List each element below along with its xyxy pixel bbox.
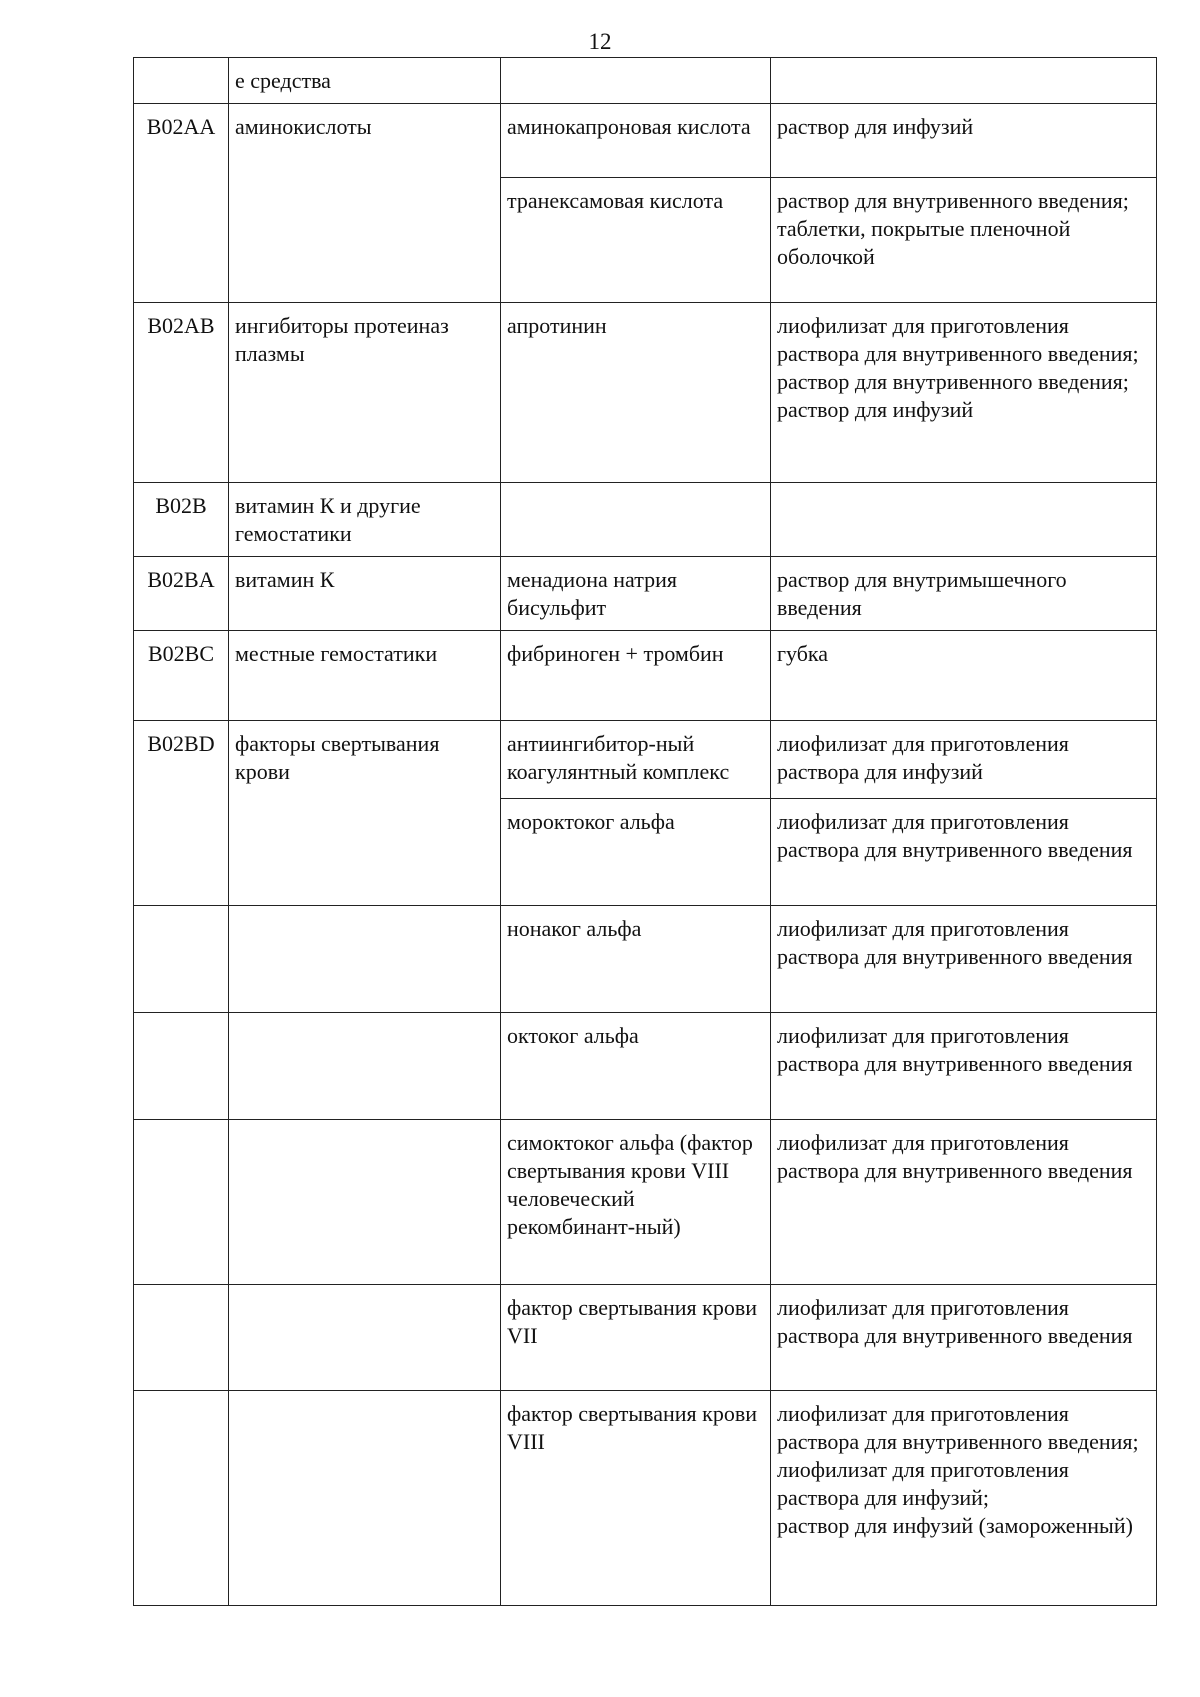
table-row (134, 303, 1157, 483)
dosage-form: раствор для внутривенного введения; (777, 369, 1129, 394)
group-cell: факторы свертывания крови (229, 721, 501, 906)
dosage-form: лиофилизат для приготовления раствора для инфузий (777, 731, 1069, 784)
group-cell: витамин К (229, 557, 501, 631)
dosage-form: лиофилизат для приготовления раствора для внутривенного введения; (777, 1401, 1139, 1454)
group-cell: ингибиторы протеиназ плазмы (229, 303, 501, 483)
table-row (134, 557, 1157, 631)
dosage-form-cell (771, 557, 1157, 631)
atc-code-cell: B02B (134, 483, 229, 557)
dosage-form-cell (771, 483, 1157, 557)
drug-table (133, 57, 1157, 1606)
dosage-form: губка (777, 641, 829, 666)
atc-code-cell (134, 1013, 229, 1120)
table-row (134, 1391, 1157, 1606)
page-number: 12 (588, 29, 612, 54)
atc-code-cell (134, 906, 229, 1013)
drug-cell (501, 58, 771, 104)
table-row (134, 906, 1157, 1013)
drug-cell: нонаког альфа (501, 906, 771, 1013)
dosage-form: раствор для инфузий (замороженный) (777, 1513, 1133, 1538)
dosage-form: раствор для внутривенного введения; (777, 188, 1129, 213)
drug-cell: симоктоког альфа (фактор свертывания крови VIII человеческий рекомбинант-ный) (501, 1120, 771, 1285)
dosage-form-cell (771, 1120, 1157, 1285)
dosage-form: таблетки, покрытые пленочной оболочкой (777, 216, 1071, 269)
drug-cell: менадиона натрия бисульфит (501, 557, 771, 631)
group-cell (229, 906, 501, 1013)
drug-cell: октоког альфа (501, 1013, 771, 1120)
table-row (134, 483, 1157, 557)
dosage-form-cell (771, 721, 1157, 799)
atc-code-cell (134, 1285, 229, 1391)
atc-code-cell: B02BD (134, 721, 229, 906)
drug-cell: фактор свертывания крови VII (501, 1285, 771, 1391)
drug-cell: фибриноген + тромбин (501, 631, 771, 721)
dosage-form: лиофилизат для приготовления раствора для внутривенного введения (777, 809, 1133, 862)
group-cell: местные гемостатики (229, 631, 501, 721)
dosage-form: раствор для внутримышечного введения (777, 567, 1067, 620)
drug-cell: транексамовая кислота (501, 178, 771, 303)
table-row (134, 104, 1157, 178)
group-cell (229, 1285, 501, 1391)
group-cell: е средства (229, 58, 501, 104)
dosage-form: раствор для инфузий (777, 397, 974, 422)
group-cell (229, 1391, 501, 1606)
dosage-form: лиофилизат для приготовления раствора для внутривенного введения; (777, 313, 1139, 366)
atc-code-cell (134, 1391, 229, 1606)
drug-cell: фактор свертывания крови VIII (501, 1391, 771, 1606)
atc-code-cell: B02AB (134, 303, 229, 483)
drug-cell: аминокапроновая кислота (501, 104, 771, 178)
group-cell: аминокислоты (229, 104, 501, 303)
table-row (134, 1285, 1157, 1391)
drug-cell: мороктоког альфа (501, 799, 771, 906)
atc-code-cell: B02AA (134, 104, 229, 303)
dosage-form-cell (771, 906, 1157, 1013)
dosage-form: лиофилизат для приготовления раствора для инфузий; (777, 1457, 1069, 1510)
dosage-form-cell (771, 178, 1157, 303)
dosage-form-cell (771, 1013, 1157, 1120)
dosage-form-cell (771, 799, 1157, 906)
table-row (134, 1013, 1157, 1120)
table-row (134, 721, 1157, 799)
dosage-form: лиофилизат для приготовления раствора для внутривенного введения (777, 1295, 1133, 1348)
table-row (134, 58, 1157, 104)
dosage-form-cell (771, 58, 1157, 104)
drug-cell: антиингибитор-ный коагулянтный комплекс (501, 721, 771, 799)
group-cell: витамин К и другие гемостатики (229, 483, 501, 557)
atc-code-cell (134, 1120, 229, 1285)
table-row (134, 631, 1157, 721)
dosage-form-cell (771, 631, 1157, 721)
atc-code-cell (134, 58, 229, 104)
dosage-form-cell (771, 1391, 1157, 1606)
dosage-form: раствор для инфузий (777, 114, 974, 139)
dosage-form-cell (771, 303, 1157, 483)
atc-code-cell: B02BC (134, 631, 229, 721)
table-row (134, 1120, 1157, 1285)
group-cell (229, 1120, 501, 1285)
atc-code-cell: B02BA (134, 557, 229, 631)
drug-cell (501, 483, 771, 557)
drug-cell: апротинин (501, 303, 771, 483)
dosage-form-cell (771, 1285, 1157, 1391)
dosage-form-cell (771, 104, 1157, 178)
dosage-form: лиофилизат для приготовления раствора для внутривенного введения (777, 1130, 1133, 1183)
dosage-form: лиофилизат для приготовления раствора для внутривенного введения (777, 1023, 1133, 1076)
group-cell (229, 1013, 501, 1120)
dosage-form: лиофилизат для приготовления раствора для внутривенного введения (777, 916, 1133, 969)
